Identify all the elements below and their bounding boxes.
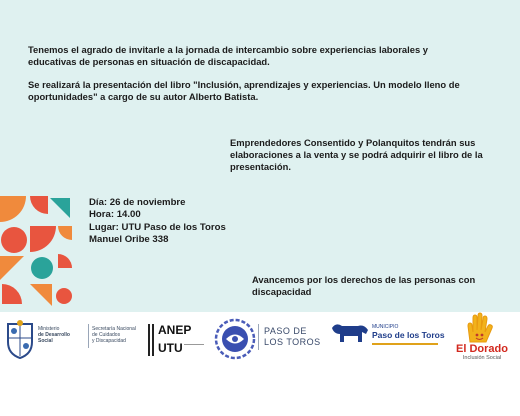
logo-divider bbox=[258, 324, 259, 350]
sponsor-logos bbox=[0, 312, 520, 416]
anep-small-print bbox=[184, 344, 204, 357]
book-paragraph: Se realizará la presentación del libro "Inclusión, aprendizajes y experiencias. Un modelo lleno de oportunidades" a cargo de su autor Alberto Batista. bbox=[28, 79, 460, 103]
hand-icon bbox=[462, 312, 496, 344]
event-time: Hora: 14.00 bbox=[89, 209, 141, 221]
logo-divider bbox=[88, 324, 89, 348]
anep-utu-logo: ANEP UTU bbox=[158, 323, 192, 355]
event-details bbox=[89, 197, 249, 247]
municipio-logo-text: MUNICIPIO Paso de los Toros bbox=[372, 324, 445, 340]
bull-icon bbox=[330, 320, 370, 346]
anep-emblem-icon bbox=[146, 322, 156, 358]
mides-logo-text: Ministerio de Desarrollo Social bbox=[38, 326, 70, 344]
event-address: Manuel Oribe 338 bbox=[89, 234, 169, 246]
event-place: Lugar: UTU Paso de los Toros bbox=[89, 221, 226, 233]
sales-paragraph: Emprendedores Consentido y Polanquitos tendrán sus elaboraciones a la venta y se podrá adquirir el libro de la presentación. bbox=[230, 137, 483, 173]
municipio-underline bbox=[372, 343, 438, 345]
uruguay-shield-icon bbox=[4, 320, 36, 360]
paso-de-los-toros-emblem-icon bbox=[214, 318, 256, 360]
el-dorado-logo-text: El Dorado Inclusión Social bbox=[456, 343, 508, 361]
event-date: Día: 26 de noviembre bbox=[89, 197, 186, 208]
paso-de-los-toros-logo-text: PASO DE LOS TOROS bbox=[264, 326, 321, 347]
secretaria-logo-text: Secretaría Nacional de Cuidados y Discapacidad bbox=[92, 326, 136, 344]
closing-paragraph: Avancemos por los derechos de las personas con discapacidad bbox=[252, 274, 476, 298]
intro-paragraph: Tenemos el agrado de invitarle a la jornada de intercambio sobre experiencias laborales y educativas de personas en situación de discapacidad. bbox=[28, 44, 428, 68]
geometric-decoration bbox=[0, 196, 72, 312]
